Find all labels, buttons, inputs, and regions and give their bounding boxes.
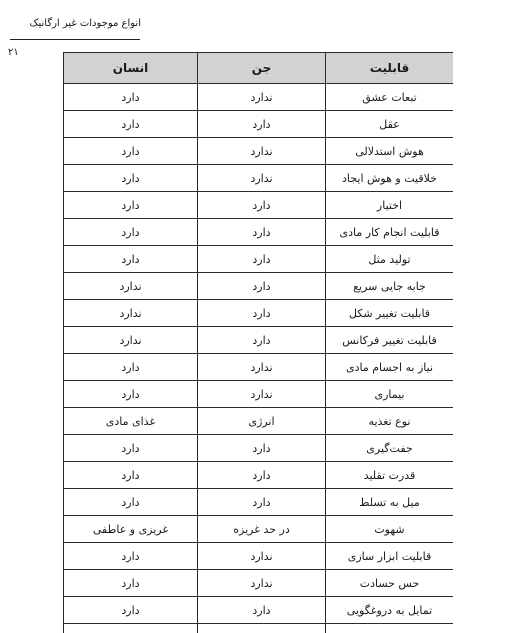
cell-ability: هوش استدلالی <box>326 138 454 165</box>
cell-human: ندارد <box>64 300 198 327</box>
table-header-row <box>64 53 454 84</box>
table-row <box>64 138 454 165</box>
cell-human: ندارد <box>64 327 198 354</box>
cell-human: دارد <box>64 165 198 192</box>
cell-human: دارد <box>64 597 198 624</box>
cell-human: دارد <box>64 192 198 219</box>
header-jinn: جن <box>198 53 326 84</box>
table-row <box>64 624 454 633</box>
header-divider <box>10 39 140 40</box>
cell-ability: بیماری <box>326 381 454 408</box>
table-row <box>64 327 454 354</box>
table-row <box>64 408 454 435</box>
cell-jinn: دارد <box>198 273 326 300</box>
cell-jinn: دارد <box>198 111 326 138</box>
cell-jinn: دارد <box>198 300 326 327</box>
cell-human: ندارد <box>64 273 198 300</box>
cell-jinn: ندارد <box>198 354 326 381</box>
cell-human <box>64 624 198 633</box>
cell-jinn: دارد <box>198 597 326 624</box>
cell-jinn: ندارد <box>198 138 326 165</box>
cell-human: دارد <box>64 381 198 408</box>
cell-jinn: دارد <box>198 435 326 462</box>
table-row <box>64 111 454 138</box>
cell-human: دارد <box>64 246 198 273</box>
cell-human: دارد <box>64 462 198 489</box>
cell-jinn: ندارد <box>198 543 326 570</box>
comparison-table <box>63 52 453 633</box>
cell-ability: اختیار <box>326 192 454 219</box>
cell-ability: خلاقیت و هوش ایجاد <box>326 165 454 192</box>
cell-jinn: دارد <box>198 327 326 354</box>
cell-ability: قابلیت تغییر فرکانس <box>326 327 454 354</box>
table-row <box>64 84 454 111</box>
cell-jinn: ندارد <box>198 84 326 111</box>
cell-human: دارد <box>64 84 198 111</box>
table-row <box>64 462 454 489</box>
page-number: ۲۱ <box>8 47 19 58</box>
cell-ability: نوع تغذیه <box>326 408 454 435</box>
cell-human: دارد <box>64 543 198 570</box>
cell-human: دارد <box>64 354 198 381</box>
table-row <box>64 381 454 408</box>
cell-ability: تولید مثل <box>326 246 454 273</box>
cell-jinn: دارد <box>198 489 326 516</box>
table-row <box>64 489 454 516</box>
cell-ability: جابه جایی سریع <box>326 273 454 300</box>
cell-human: غریزی و عاطفی <box>64 516 198 543</box>
table-row <box>64 516 454 543</box>
cell-ability: تبعات عشق <box>326 84 454 111</box>
cell-ability: قابلیت ابزار سازی <box>326 543 454 570</box>
cell-jinn <box>198 624 326 633</box>
cell-jinn: در حد غریزه <box>198 516 326 543</box>
cell-human: غذای مادی <box>64 408 198 435</box>
cell-ability: نیاز به اجسام مادی <box>326 354 454 381</box>
table-row <box>64 354 454 381</box>
cell-jinn: دارد <box>198 462 326 489</box>
cell-jinn: ندارد <box>198 165 326 192</box>
table-body <box>64 84 454 633</box>
table-row <box>64 570 454 597</box>
cell-ability: جفت‌گیری <box>326 435 454 462</box>
page-header-title: انواع موجودات غیر ارگانیک <box>29 18 141 29</box>
cell-ability: قابلیت تغییر شکل <box>326 300 454 327</box>
table-row <box>64 165 454 192</box>
cell-ability: تمایل به دروغگویی <box>326 597 454 624</box>
cell-ability: میل به تسلط <box>326 489 454 516</box>
comparison-table-container <box>63 52 453 633</box>
cell-jinn: ندارد <box>198 570 326 597</box>
cell-human: دارد <box>64 435 198 462</box>
header-human: انسان <box>64 53 198 84</box>
cell-ability: حس حسادت <box>326 570 454 597</box>
table-row <box>64 192 454 219</box>
cell-human: دارد <box>64 111 198 138</box>
cell-jinn: دارد <box>198 246 326 273</box>
table-row <box>64 246 454 273</box>
cell-ability: شهوت <box>326 516 454 543</box>
cell-ability: قدرت تقلید <box>326 462 454 489</box>
table-row <box>64 543 454 570</box>
cell-jinn: دارد <box>198 192 326 219</box>
cell-human: دارد <box>64 489 198 516</box>
cell-jinn: دارد <box>198 219 326 246</box>
cell-ability: قابلیت انجام کار مادی <box>326 219 454 246</box>
table-row <box>64 435 454 462</box>
cell-human: دارد <box>64 219 198 246</box>
cell-jinn: انرژی <box>198 408 326 435</box>
table-row <box>64 597 454 624</box>
table-row <box>64 219 454 246</box>
cell-human: دارد <box>64 138 198 165</box>
table-row <box>64 300 454 327</box>
header-ability: قابلیت <box>326 53 454 84</box>
cell-ability: عقل <box>326 111 454 138</box>
table-row <box>64 273 454 300</box>
cell-jinn: ندارد <box>198 381 326 408</box>
cell-ability <box>326 624 454 633</box>
cell-human: دارد <box>64 570 198 597</box>
